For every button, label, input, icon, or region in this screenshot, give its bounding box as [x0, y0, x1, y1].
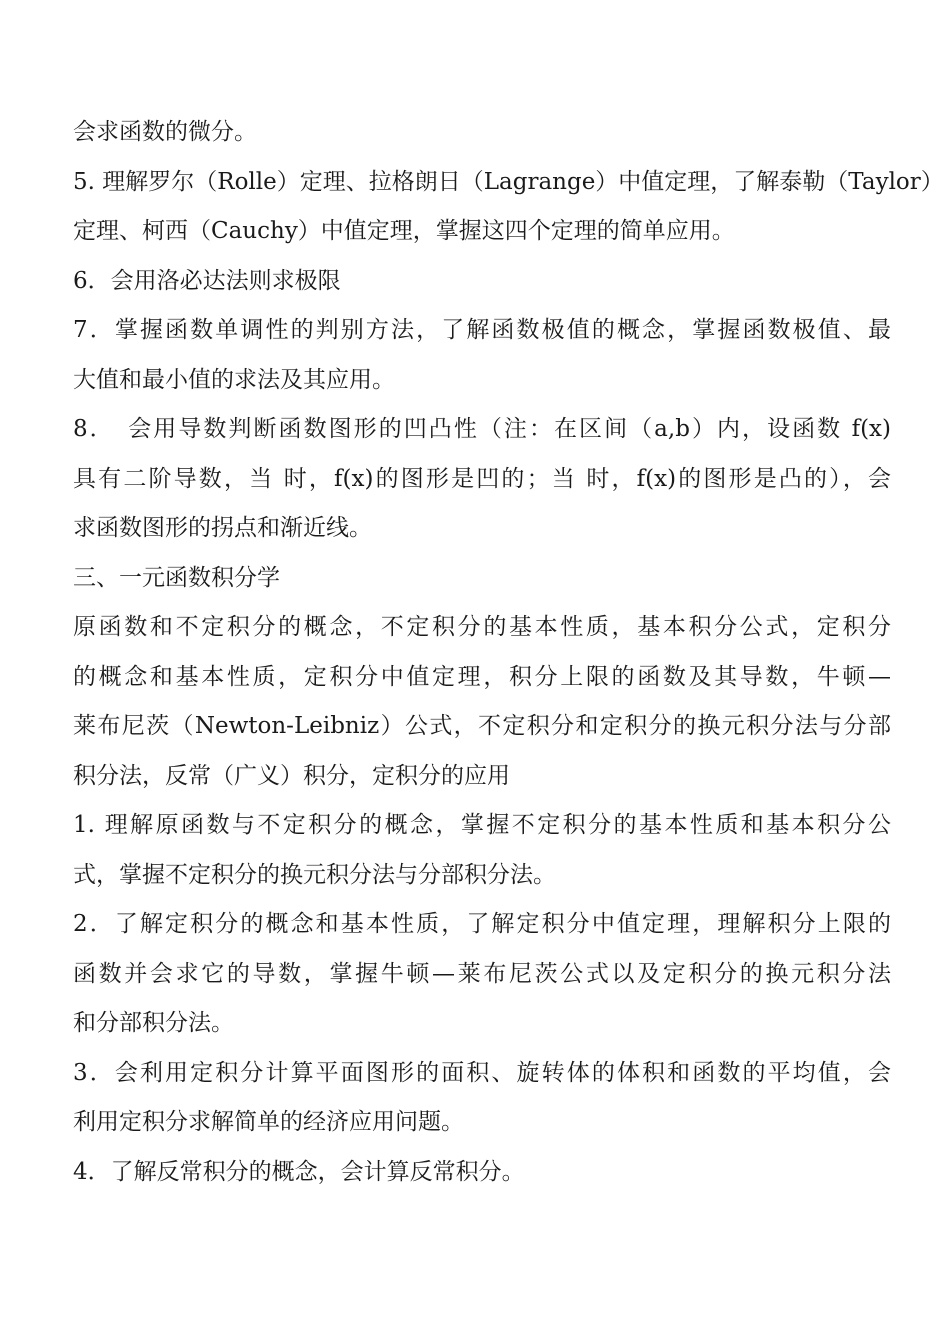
text-line: 利用定积分求解简单的经济应用问题。 — [73, 1109, 464, 1135]
text-line: 4．了解反常积分的概念，会计算反常积分。 — [73, 1158, 525, 1185]
text-line: 8． 会用导数判断函数图形的凹凸性（注：在区间（a,b）内，设函数 f(x) — [73, 416, 891, 442]
text-line: 原函数和不定积分的概念，不定积分的基本性质，基本积分公式，定积分 — [73, 614, 891, 640]
text-line: 会求函数的微分。 — [73, 119, 257, 145]
text-line: 5. 理解罗尔（Rolle）定理、拉格朗日（Lagrange）中值定理，了解泰勒（Taylor） — [73, 168, 944, 195]
text-line: 求函数图形的拐点和渐近线。 — [73, 515, 372, 541]
text-line: 7．掌握函数单调性的判别方法，了解函数极值的概念，掌握函数极值、最 — [73, 317, 891, 343]
text-line: 1. 理解原函数与不定积分的概念，掌握不定积分的基本性质和基本积分公 — [73, 812, 891, 838]
text-line: 和分部积分法。 — [73, 1010, 234, 1036]
text-line: 式，掌握不定积分的换元积分法与分部积分法。 — [73, 861, 556, 888]
text-line: 大值和最小值的求法及其应用。 — [73, 366, 395, 393]
text-line: 定理、柯西（Cauchy）中值定理，掌握这四个定理的简单应用。 — [73, 218, 735, 244]
document-page — [73, 108, 944, 1197]
text-line: 的概念和基本性质，定积分中值定理，积分上限的函数及其导数，牛顿— — [73, 663, 891, 690]
text-line: 6．会用洛必达法则求极限 — [73, 267, 341, 294]
text-line: 具有二阶导数，当 时，f(x)的图形是凹的；当 时，f(x)的图形是凸的），会 — [73, 465, 891, 492]
text-line: 积分法，反常（广义）积分，定积分的应用 — [73, 762, 510, 789]
text-line: 函数并会求它的导数，掌握牛顿—莱布尼茨公式以及定积分的换元积分法 — [73, 960, 891, 987]
section-heading: 三、一元函数积分学 — [73, 564, 280, 591]
text-line: 莱布尼茨（Newton-Leibniz）公式，不定积分和定积分的换元积分法与分部 — [73, 713, 891, 739]
text-line: 3．会利用定积分计算平面图形的面积、旋转体的体积和函数的平均值，会 — [73, 1059, 891, 1086]
text-line: 2．了解定积分的概念和基本性质，了解定积分中值定理，理解积分上限的 — [73, 911, 891, 937]
